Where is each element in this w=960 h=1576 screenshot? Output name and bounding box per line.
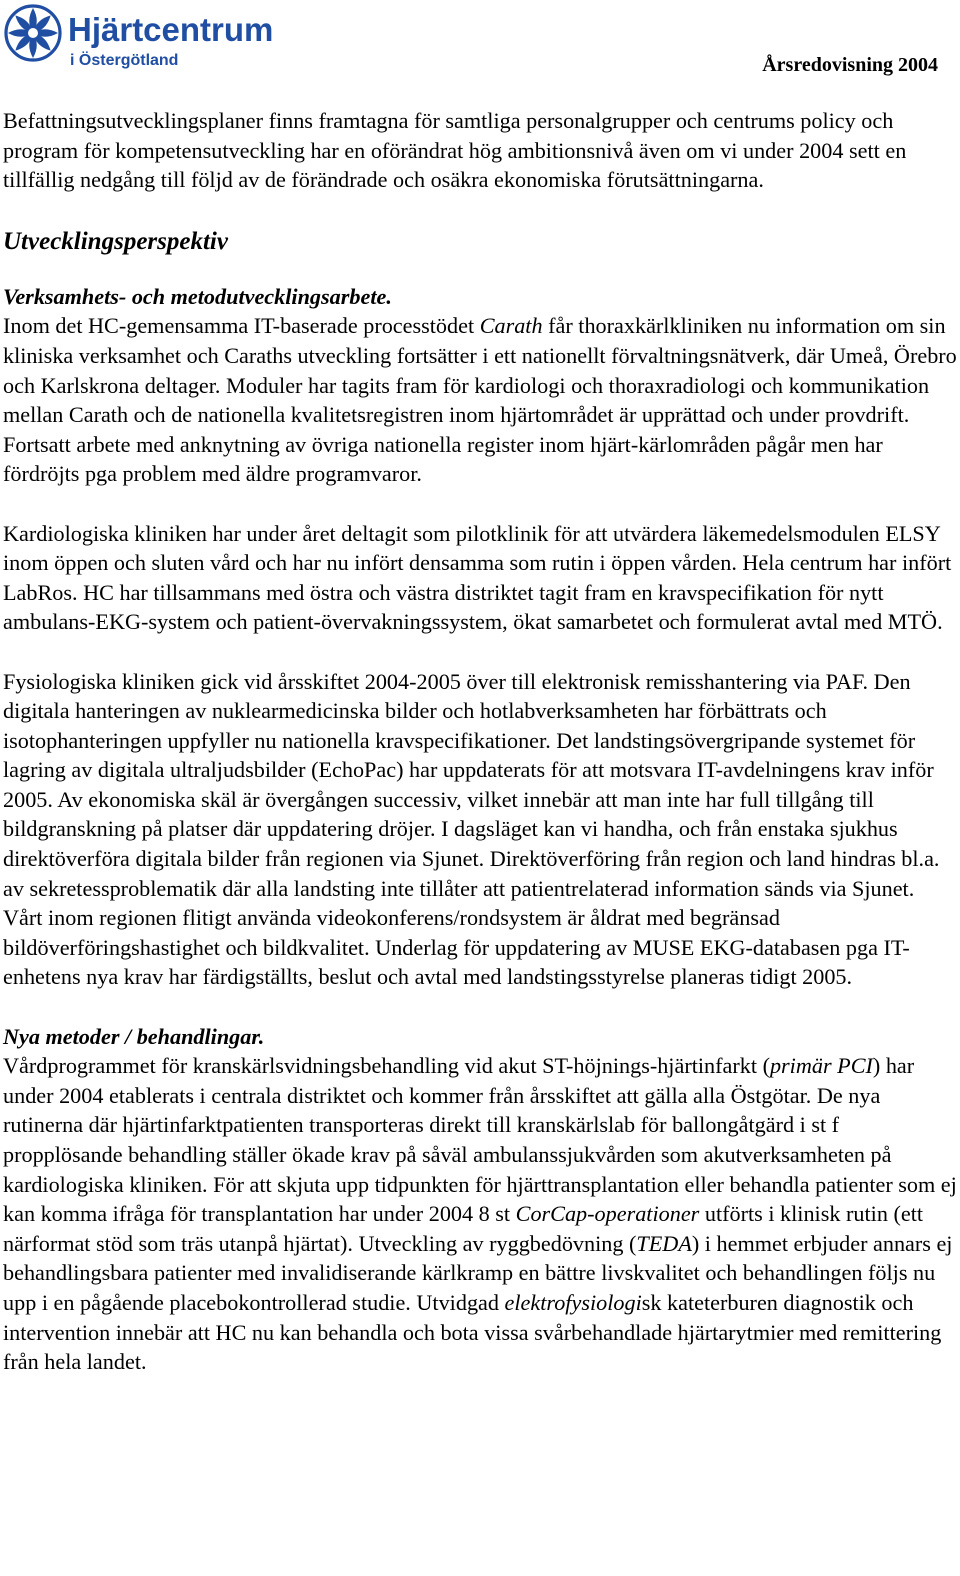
paragraph-carath <box>3 311 958 489</box>
intro-paragraph: Befattningsutvecklingsplaner finns framtagna för samtliga personalgrupper och centrums policy och program för kompetensutveckling har en oförändrat hög ambitionsnivå även om vi under 2004 sett en tillfällig nedgång till följd av de förändrade och osäkra ekonomiska förutsättningarna. <box>3 108 907 193</box>
document-body <box>3 106 958 1377</box>
text-run: Inom det HC-gemensamma IT-baserade processtödet <box>3 313 480 339</box>
text-run: Vårdprogrammet för kranskärlsvidningsbehandling vid akut ST-höjnings-hjärtinfarkt ( <box>3 1053 770 1079</box>
emphasis-corcap: CorCap-operationer <box>515 1201 700 1227</box>
emphasis-carath: Carath <box>479 313 543 339</box>
subheading-verksamhet: Verksamhets- och metodutvecklingsarbete. <box>3 283 392 309</box>
text-run: får thoraxkärlkliniken nu information om sin kliniska verksamhet och Caraths utveckling fortsätter i ett nationellt förvaltningsnätverk, där Umeå, Örebro och Karlskrona deltager. Moduler har tagits fram för kardiologi och thoraxradiologi och kommunikation mellan Carath och de nationella kvalitetsregistren inom hjärtområdet är upprättad och under provdrift. Fortsatt arbete med anknytning av övriga nationella register inom hjärt-kärlområden pågår men har fördröjts pga problem med äldre programvaror. <box>3 313 957 487</box>
section-title: Utvecklingsperspektiv <box>3 227 228 255</box>
paragraph-kardiologi: Kardiologiska kliniken har under året deltagit som pilotklinik för att utvärdera läkemedelsmodulen ELSY inom öppen och sluten vård och har nu infört densamma som rutin i öppen vården. Hela centrum har infört LabRos. HC har tillsammans med östra och västra distriktet tagit fram en kravspecifikation för nytt ambulans-EKG-system och patient-övervakningssystem, ökat samarbetet och formulerat avtal med MTÖ. <box>3 520 952 635</box>
paragraph-fysiologi: Fysiologiska kliniken gick vid årsskiftet 2004-2005 över till elektronisk remisshantering via PAF. Den digitala hanteringen av nuklearmedicinska bilder och hotlabverksamheten har förbättrats och isotophanteringen uppfyller nu nationella kravspecifikationer. Det landstingsövergripande systemet för lagring av digitala ultraljudsbilder (EchoPac) har uppdaterats för att motsvara IT-avdelningens krav inför 2005. Av ekonomiska skäl är övergången successiv, vilket innebär att man inte har full tillgång till bildgranskning på platser där uppdatering dröjer. I dagsläget kan vi handha, och från enstaka sjukhus direktöverföra digitala bilder från regionen via Sjunet. Direktöverföring från region och land hindras bl.a. av sekretessproblematik där alla landsting inte tillåter att patientrelaterad information sänds via Sjunet. Vårt inom regionen flitigt använda videokonferens/rondsystem är åldrat med begränsad bildöverföringshastighet och bildkvalitet. Underlag för uppdatering av MUSE EKG-databasen pga IT-enhetens nya krav har färdigställts, beslut och avtal med landstingsstyrelse planeras tidigt 2005. <box>3 668 940 990</box>
logo-subtitle: i Östergötland <box>70 52 179 69</box>
text-run: ) i hemmet erbjuder annars ej behandlingsbara patienter med invalidiserande kärlkramp en bättre livskvalitet och behandlingen följs nu upp i en pågående placebokontrollerad studie. Utvidgad <box>3 1230 953 1315</box>
emphasis-teda: TEDA <box>636 1230 692 1256</box>
text-run: utförts i klinisk rutin (ett närformat stöd som träs utanpå hjärtat). Utveckling av ryggbedövning ( <box>3 1201 924 1256</box>
text-run: ) har under 2004 etablerats i centrala distriktet och kommer från årsskiftet att gälla alla Östgötar. De nya rutinerna där hjärtinfarktpatienten transporteras direkt till kranskärlslab för ballongåtgärd i st f propplösande behandling ställer ökade krav på såväl ambulanssjukvården som akutverksamheten på kardiologiska kliniken. För att skjuta upp tidpunkten för hjärttransplantation eller behandla patienter som ej kan komma ifråga för transplantation har under 2004 8 st <box>3 1053 957 1227</box>
logo <box>2 2 302 74</box>
page-header <box>0 0 960 90</box>
emphasis-elektrofysiologi: elektrofysiologi <box>504 1289 642 1315</box>
logo-name: Hjärtcentrum <box>68 11 274 48</box>
emphasis-primar-pci: primär PCI <box>769 1053 873 1079</box>
heart-flower-logo-icon <box>2 2 64 64</box>
paragraph-nya-metoder <box>3 1051 958 1377</box>
report-title: Årsredovisning 2004 <box>762 54 938 76</box>
text-run: sk kateterburen diagnostik och intervention innebär att HC nu kan behandla och bota vissa svårbehandlade hjärtarytmier med remittering från hela landet. <box>3 1289 942 1375</box>
subheading-nya-metoder: Nya metoder / behandlingar. <box>3 1023 265 1049</box>
